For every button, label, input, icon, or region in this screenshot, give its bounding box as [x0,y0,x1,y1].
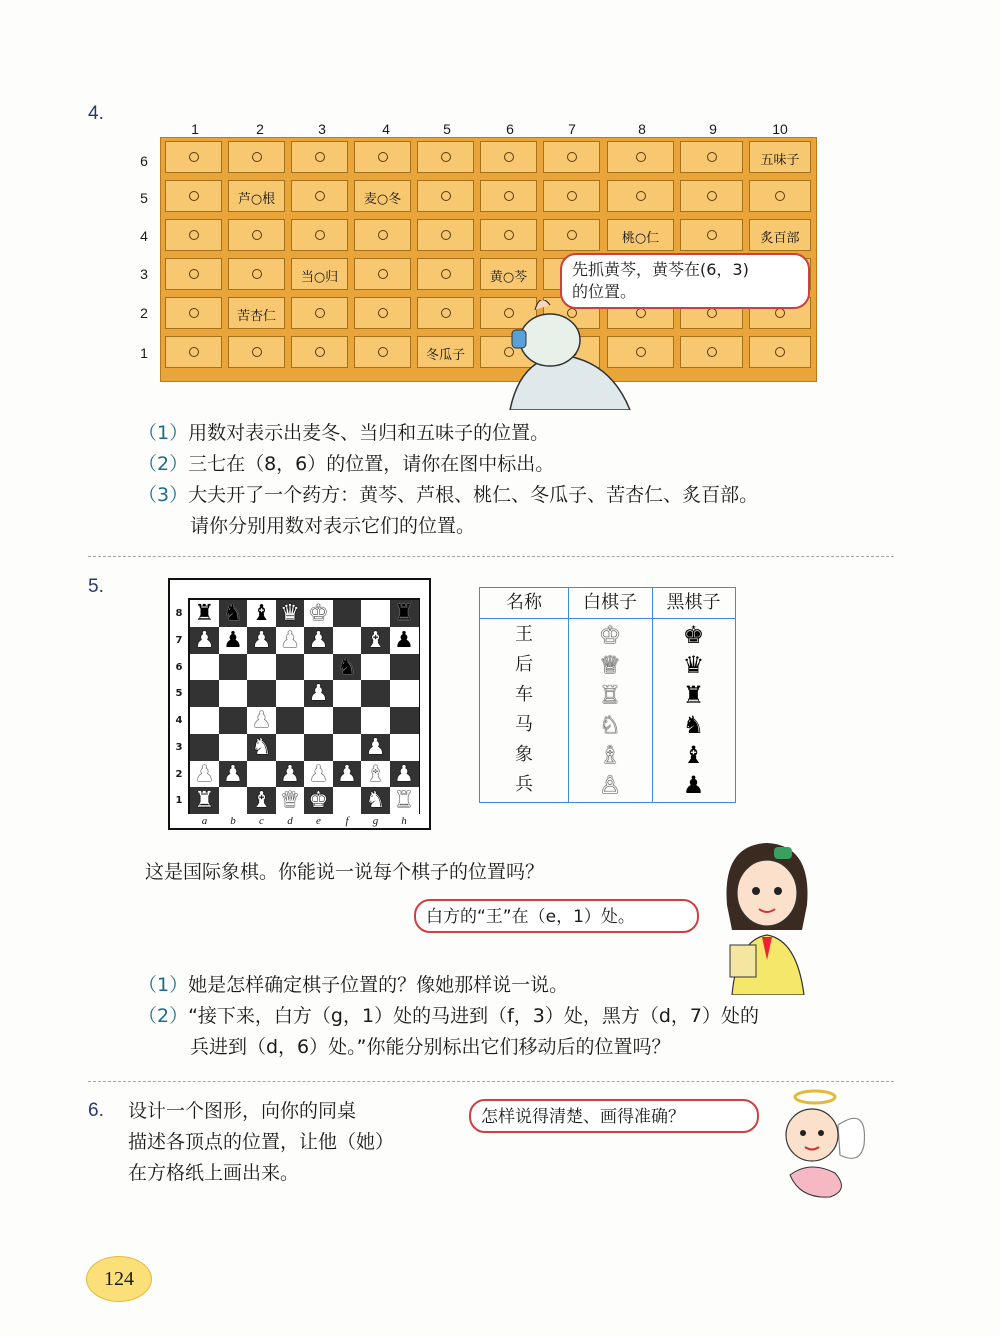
drawer [165,219,222,251]
drawer-knob-icon [567,152,577,162]
white-piece-icon: ♘ [599,711,621,739]
drawer [291,258,348,290]
drawer [607,219,674,251]
file-label: b [230,815,236,827]
q5-item-1-text: 她是怎样确定棋子位置的？像她那样说一说。 [188,974,569,996]
drawer [291,180,348,212]
drawer [543,180,600,212]
chess-piece-icon: ♜ [194,601,215,626]
q5-item-2-num: （2） [138,1005,189,1027]
q5-item-2-line-2: 兵进到（d，6）处。”你能分别标出它们移动后的位置吗？ [190,1036,671,1058]
chess-piece-icon: ♜ [394,788,414,814]
board-square [247,761,276,788]
drawer-knob-icon [315,191,325,201]
section-divider-2 [88,1081,894,1082]
piece-name: 象 [515,744,533,765]
drawer-knob-icon [315,152,325,162]
drawer [354,141,411,173]
drawer-label: 麦○冬 [363,192,402,207]
drawer [417,219,474,251]
drawer-knob-icon [567,191,577,201]
drawer-knob-icon [504,230,514,240]
drawer-knob-icon [707,230,717,240]
drawer [417,258,474,290]
board-square [304,654,333,681]
drawer-knob-icon [504,152,514,162]
rank-label: 7 [175,634,183,646]
doctor-illustration [490,300,640,410]
column-header: 2 [256,121,264,137]
chess-piece-icon: ♟ [365,734,386,760]
question-4-number: 4. [88,103,104,124]
drawer [165,141,222,173]
drawer [165,180,222,212]
chess-piece-icon: ♛ [280,601,300,626]
chess-piece-icon: ♟ [194,761,215,787]
chess-piece-icon: ♟ [251,708,272,733]
board-square [361,680,390,707]
piece-name: 车 [515,684,533,705]
question-5-number: 5. [88,576,104,597]
white-piece-icon: ♗ [599,741,621,769]
drawer-knob-icon [775,347,785,357]
board-square [361,654,390,681]
chess-piece-icon: ♟ [394,627,414,653]
drawer-label: 苦杏仁 [236,309,276,324]
rank-label: 3 [175,741,183,753]
board-square [361,600,390,627]
drawer [417,297,474,329]
column-header: 1 [191,121,199,137]
rank-label: 1 [175,795,183,807]
drawer-label: 黄○芩 [489,270,528,285]
drawer-knob-icon [315,230,325,240]
drawer [480,141,537,173]
row-header: 2 [140,305,148,321]
file-label: d [287,815,293,827]
drawer-label: 桃○仁 [621,231,660,246]
piece-name: 马 [515,714,533,735]
chess-piece-icon: ♟ [308,681,329,707]
row-header: 5 [140,190,148,206]
drawer-knob-icon [378,308,388,318]
chess-piece-icon: ♝ [365,627,386,653]
white-piece-icon: ♖ [599,681,621,709]
drawer-knob-icon [441,152,451,162]
row-header: 6 [140,153,148,169]
black-piece-icon: ♜ [682,681,705,709]
drawer-label: 芦○根 [237,192,276,207]
black-piece-icon: ♛ [682,651,705,679]
q4-item-3-text: 大夫开了一个药方：黄芩、芦根、桃仁、冬瓜子、苦杏仁、炙百部。 [188,484,759,506]
girl-illustration [712,835,822,995]
drawer [354,219,411,251]
drawer-knob-icon [504,191,514,201]
board-square [390,734,419,761]
board-square [190,707,219,734]
chess-piece-icon: ♞ [365,788,386,814]
board-square [304,734,333,761]
rank-label: 8 [175,608,183,619]
drawer-knob-icon [707,191,717,201]
q6-line-1: 设计一个图形，向你的同桌 [128,1100,357,1122]
rank-label: 6 [175,661,183,673]
drawer [228,180,285,212]
board-square [361,707,390,734]
file-label: f [345,815,349,827]
chess-piece-icon: ♟ [194,627,215,653]
drawer-label: 五味子 [760,153,800,168]
file-label: c [259,815,264,827]
board-square [333,707,362,734]
question-6-number: 6. [88,1100,104,1121]
drawer [607,180,674,212]
chess-piece-icon: ♟ [308,761,329,787]
board-square [276,680,305,707]
q5-question: 这是国际象棋。你能说一说每个棋子的位置吗？ [145,861,545,883]
chess-piece-icon: ♛ [280,788,300,814]
drawer [228,258,285,290]
board-square [333,734,362,761]
chess-piece-icon: ♝ [251,788,272,814]
drawer-knob-icon [189,308,199,318]
q5-item-1 [138,970,568,1000]
chess-piece-icon: ♚ [308,788,329,814]
drawer [417,336,474,368]
table-header-name: 名称 [480,588,568,619]
chess-piece-icon: ♟ [308,627,329,653]
drawer-knob-icon [567,230,577,240]
column-header: 4 [382,121,390,137]
page-number: 124 [86,1256,152,1302]
drawer-knob-icon [189,230,199,240]
drawer [228,336,285,368]
board-square [390,680,419,707]
board-square [304,707,333,734]
q6-line-2: 描述各顶点的位置，让他（她） [128,1131,395,1153]
file-label: h [401,815,407,827]
drawer-knob-icon [441,191,451,201]
board-square [247,654,276,681]
chess-piece-icon: ♟ [394,761,414,787]
q5-item-2 [138,1001,759,1031]
angel-illustration [760,1085,870,1200]
drawer-knob-icon [189,152,199,162]
chess-piece-icon: ♞ [251,734,272,760]
drawer-knob-icon [707,152,717,162]
drawer-knob-icon [315,308,325,318]
board-square [276,734,305,761]
drawer-knob-icon [252,269,262,279]
table-header-black: 黑棋子 [652,588,735,619]
board-square [219,654,248,681]
drawer [354,297,411,329]
drawer-knob-icon [636,191,646,201]
drawer [417,141,474,173]
drawer-knob-icon [378,230,388,240]
section-divider [88,556,894,557]
chess-piece-icon: ♝ [365,761,386,787]
drawer [607,141,674,173]
drawer-knob-icon [378,269,388,279]
drawer-knob-icon [441,269,451,279]
board-square [333,627,362,654]
q4-item-3 [138,480,758,510]
drawer [749,336,811,368]
chess-piece-icon: ♜ [194,788,215,814]
chess-piece-icon: ♞ [337,654,357,680]
drawer [354,336,411,368]
column-header: 10 [772,121,788,137]
drawer-knob-icon [378,347,388,357]
column-header: 5 [443,121,451,137]
board-square [247,680,276,707]
board-square [219,680,248,707]
chess-piece-icon: ♟ [280,627,300,653]
q4-item-3-num: （3） [138,484,189,506]
chess-piece-icon: ♟ [337,761,357,787]
drawer-knob-icon [707,308,717,318]
drawer [480,180,537,212]
board-square [333,680,362,707]
drawer-knob-icon [378,152,388,162]
drawer [291,141,348,173]
q4-item-3-line-2: 请你分别用数对表示它们的位置。 [190,515,476,537]
q4-item-1 [138,418,549,448]
piece-name: 后 [515,654,533,675]
q5-item-1-num: （1） [138,974,189,996]
drawer [417,180,474,212]
drawer-knob-icon [441,230,451,240]
chess-piece-icon: ♟ [280,761,300,787]
board-square [333,600,362,627]
girl-speech-bubble: 白方的“王”在（e，1）处。 [414,899,699,933]
drawer-knob-icon [189,347,199,357]
drawer [480,219,537,251]
drawer-knob-icon [636,152,646,162]
drawer-knob-icon [441,308,451,318]
drawer [228,141,285,173]
q4-item-2-text: 三七在（8，6）的位置，请你在图中标出。 [188,453,555,475]
drawer-knob-icon [252,230,262,240]
doctor-speech-bubble [560,253,810,309]
drawer [749,219,811,251]
chess-piece-icon: ♟ [251,627,272,653]
bubble-line-2: 的位置。 [572,282,637,301]
file-label: a [201,815,208,827]
black-piece-icon: ♞ [682,711,705,739]
board-square [190,654,219,681]
drawer [680,219,743,251]
column-header: 7 [568,121,576,137]
drawer [680,336,743,368]
drawer-knob-icon [315,347,325,357]
drawer-label: 冬瓜子 [425,348,465,363]
chess-piece-icon: ♟ [223,627,243,653]
drawer-knob-icon [775,191,785,201]
drawer [543,141,600,173]
drawer [749,141,811,173]
drawer [680,141,743,173]
piece-name: 兵 [515,774,533,795]
drawer [228,219,285,251]
q4-item-2 [138,449,554,479]
row-header: 4 [140,228,148,244]
drawer-knob-icon [189,269,199,279]
drawer [543,219,600,251]
drawer [291,297,348,329]
q4-item-1-num: （1） [138,422,189,444]
drawer [165,336,222,368]
drawer [228,297,285,329]
chess-piece-icon: ♜ [394,601,414,626]
q5-item-2-text: “接下来，白方（g，1）处的马进到（f，3）处，黑方（d，7）处的 [188,1005,760,1027]
board-square [190,734,219,761]
column-header: 6 [506,121,514,137]
drawer [680,180,743,212]
angel-speech-bubble: 怎样说得清楚、画得准确？ [469,1099,759,1133]
black-piece-icon: ♟ [682,771,705,799]
drawer-knob-icon [707,347,717,357]
chess-piece-icon: ♞ [223,601,243,626]
board-square [219,787,248,814]
q4-item-2-num: （2） [138,453,189,475]
file-label: e [316,815,321,827]
rank-label: 4 [175,715,183,726]
drawer-knob-icon [189,191,199,201]
file-label: g [372,815,379,827]
chess-piece-icon: ♝ [251,601,272,626]
column-header: 9 [709,121,717,137]
rank-label: 2 [175,768,183,780]
q6-line-3: 在方格纸上画出来。 [128,1162,300,1184]
drawer [749,180,811,212]
white-piece-icon: ♕ [599,651,621,679]
drawer-knob-icon [252,152,262,162]
q4-item-1-text: 用数对表示出麦冬、当归和五味子的位置。 [188,422,550,444]
drawer [354,180,411,212]
board-square [333,787,362,814]
board-square [390,654,419,681]
board-square [276,707,305,734]
drawer [291,219,348,251]
rank-label: 5 [175,688,183,700]
drawer [480,258,537,290]
board-square [190,680,219,707]
row-header: 1 [140,345,148,361]
drawer-label: 炙百部 [760,231,800,246]
black-piece-icon: ♚ [682,621,705,649]
drawer-label: 当○归 [300,270,339,285]
board-square [390,707,419,734]
chess-piece-icon: ♟ [223,761,243,787]
white-piece-icon: ♔ [599,621,621,649]
piece-name: 王 [515,624,533,645]
drawer [165,297,222,329]
table-header-white: 白棋子 [568,588,652,619]
black-piece-icon: ♝ [682,741,705,769]
column-header: 8 [638,121,646,137]
board-square [219,707,248,734]
drawer [165,258,222,290]
drawer-knob-icon [775,308,785,318]
drawer [354,258,411,290]
drawer [291,336,348,368]
column-header: 3 [318,121,326,137]
row-header: 3 [140,266,148,282]
white-piece-icon: ♙ [599,771,621,799]
board-square [276,654,305,681]
bubble-line-1: 先抓黄芩，黄芩在(6，3) [572,260,749,279]
piece-table [479,587,736,803]
board-square [219,734,248,761]
chess-piece-icon: ♚ [308,601,329,626]
drawer-knob-icon [252,347,262,357]
